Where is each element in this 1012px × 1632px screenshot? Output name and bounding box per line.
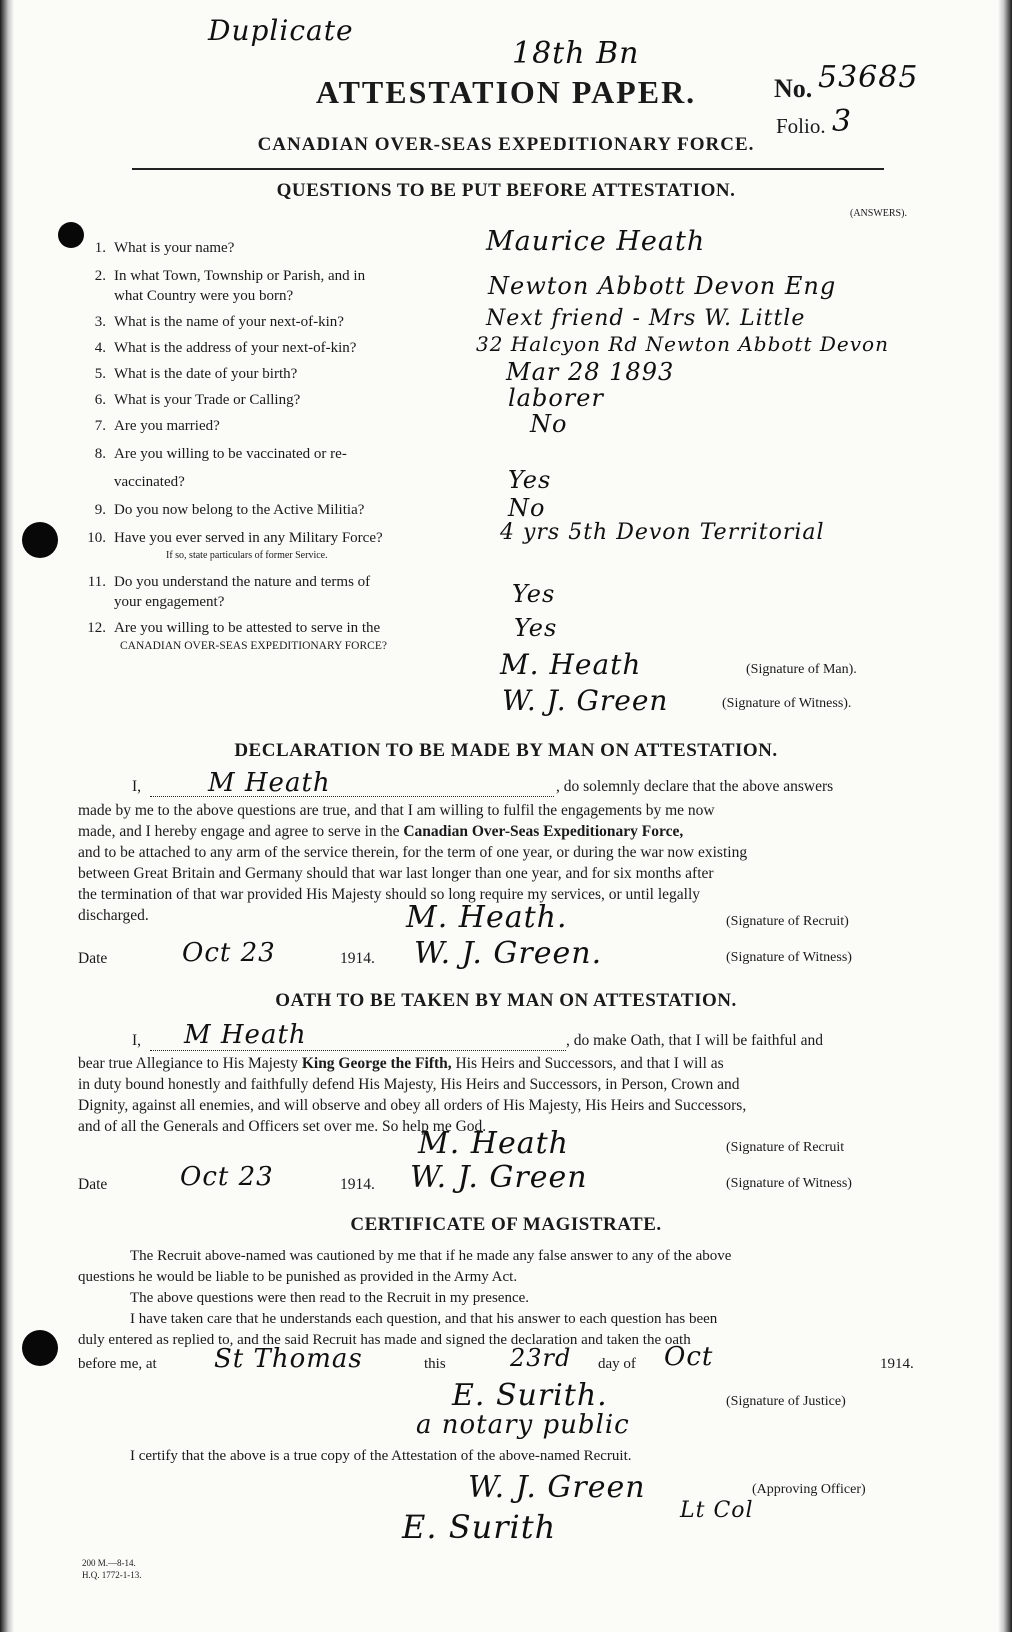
question-6	[78, 392, 468, 409]
question-number: 3.	[94, 314, 106, 330]
signature-man: M. Heath	[500, 648, 642, 681]
question-text: Do you understand the nature and terms of	[114, 574, 371, 590]
certificate-day: 23rd	[510, 1344, 572, 1372]
certificate-before-label: before me, at	[78, 1356, 157, 1372]
answer-5: Mar 28 1893	[506, 358, 675, 386]
question-text: Have you ever served in any Military Force?	[114, 530, 383, 546]
question-8	[78, 446, 468, 463]
answer-6: laborer	[508, 384, 604, 412]
scan-edge-left	[0, 0, 14, 1632]
additional-signature: E. Surith	[402, 1508, 557, 1546]
declaration-line-3: made, and I hereby engage and agree to serve in the Canadian Over-Seas Expeditionary Force,	[78, 823, 684, 840]
question-number: 2.	[94, 268, 106, 284]
approving-officer-label: (Approving Officer)	[752, 1482, 866, 1497]
certificate-p3a: I have taken care that he understands each question, and that his answer to each question has been	[130, 1311, 718, 1327]
oath-date: Oct 23	[180, 1162, 274, 1192]
declaration-date-label: Date	[78, 950, 108, 967]
declaration-signature-recruit: M. Heath.	[406, 900, 568, 935]
oath-line-3: in duty bound honestly and faithfully defend His Majesty, His Heirs and Successors, in Person, Crown and	[78, 1076, 740, 1093]
additional-signature-rank: Lt Col	[680, 1498, 754, 1523]
justice-title: a notary public	[416, 1410, 630, 1440]
certificate-month: Oct	[664, 1342, 714, 1372]
certificate-p3b: duly entered as replied to, and the said Recruit has made and signed the declaration and taken the oath	[78, 1332, 691, 1348]
question-text: What is the address of your next-of-kin?	[114, 340, 357, 356]
approving-officer-signature: W. J. Green	[468, 1470, 646, 1505]
oath-body	[78, 1053, 930, 1137]
question-number: 1.	[94, 240, 106, 256]
declaration-line-7: discharged.	[78, 907, 149, 924]
oath-name: M Heath	[184, 1020, 307, 1050]
regimental-number: 53685	[818, 60, 919, 95]
question-number: 7.	[94, 418, 106, 434]
certificate-body	[78, 1246, 930, 1351]
oath-signature-recruit-label: (Signature of Recruit	[726, 1140, 845, 1155]
declaration-year: 1914.	[340, 950, 375, 967]
scan-edge-right	[998, 0, 1012, 1632]
question-10-note: If so, state particulars of former Service.	[166, 550, 328, 561]
answers-label: (ANSWERS).	[850, 208, 907, 219]
signature-man-label: (Signature of Man).	[746, 662, 857, 677]
declaration-line-2: made by me to the above questions are true, and that I am willing to fulfil the engagements by me now	[78, 802, 715, 819]
question-text: What is the name of your next-of-kin?	[114, 314, 344, 330]
question-number: 12.	[87, 620, 106, 636]
oath-line-2: bear true Allegiance to His Majesty King George the Fifth, His Heirs and Successors, and that I will as	[78, 1055, 724, 1072]
certificate-copy-statement: I certify that the above is a true copy of the Attestation of the above-named Recruit.	[130, 1448, 632, 1464]
question-number: 9.	[94, 502, 106, 518]
print-code-2: H.Q. 1772-1-13.	[82, 1570, 142, 1580]
oath-year: 1914.	[340, 1176, 375, 1193]
punch-hole-bottom	[22, 1330, 58, 1366]
answer-8: Yes	[508, 466, 552, 494]
declaration-name: M Heath	[208, 768, 331, 798]
question-2-cont	[78, 288, 468, 305]
question-5	[78, 366, 468, 383]
question-8-cont	[78, 474, 468, 491]
question-3	[78, 314, 468, 331]
question-number: 6.	[94, 392, 106, 408]
declaration-line-4: and to be attached to any arm of the service therein, for the term of one year, or during the war now existing	[78, 844, 748, 861]
question-11	[78, 574, 468, 591]
folio-label: Folio.	[776, 114, 826, 138]
certificate-p2: The above questions were then read to the Recruit in my presence.	[130, 1290, 530, 1306]
question-4	[78, 340, 468, 357]
header-rule	[132, 168, 884, 170]
oath-date-label: Date	[78, 1176, 108, 1193]
oath-name-line	[150, 1050, 566, 1051]
question-7	[78, 418, 468, 435]
question-text: What is your Trade or Calling?	[114, 392, 301, 408]
declaration-signature-recruit-label: (Signature of Recruit)	[726, 914, 849, 929]
question-12-cont	[78, 640, 468, 652]
document-subtitle: CANADIAN OVER-SEAS EXPEDITIONARY FORCE.	[257, 134, 755, 155]
declaration-signature-witness: W. J. Green.	[414, 936, 603, 971]
question-text: CANADIAN OVER-SEAS EXPEDITIONARY FORCE?	[120, 640, 387, 652]
certificate-place: St Thomas	[214, 1344, 363, 1374]
question-text: vaccinated?	[114, 474, 185, 490]
question-text: Are you willing to be vaccinated or re-	[114, 446, 347, 462]
answer-2: Newton Abbott Devon Eng	[488, 272, 837, 300]
folio-number: 3	[832, 104, 853, 139]
answer-9: No	[508, 494, 546, 522]
question-number: 5.	[94, 366, 106, 382]
certificate-p1a: The Recruit above-named was cautioned by me that if he made any false answer to any of the above	[130, 1248, 732, 1264]
question-text: your engagement?	[114, 594, 225, 610]
oath-signature-witness-label: (Signature of Witness)	[726, 1176, 852, 1191]
answer-1: Maurice Heath	[486, 226, 706, 257]
question-number: 8.	[94, 446, 106, 462]
declaration-line-6: the termination of that war provided His Majesty should so long require my services, or until legally	[78, 886, 701, 903]
battalion-note: 18th Bn	[512, 36, 640, 71]
punch-hole-middle	[22, 522, 58, 558]
oath-signature-recruit: M. Heath	[418, 1126, 569, 1161]
answer-12: Yes	[514, 614, 558, 642]
certificate-p1b: questions he would be liable to be punished as provided in the Army Act.	[78, 1269, 518, 1285]
question-12	[78, 620, 468, 637]
certificate-day-of-label: day of	[598, 1356, 636, 1372]
question-text: what Country were you born?	[114, 288, 294, 304]
question-11-cont	[78, 594, 468, 611]
certificate-year: 1914.	[880, 1356, 914, 1372]
answer-10: 4 yrs 5th Devon Territorial	[500, 520, 825, 545]
oath-line-5: and of all the Generals and Officers set over me. So help me God.	[78, 1118, 487, 1135]
oath-line-1: , do make Oath, that I will be faithful and	[566, 1032, 823, 1049]
question-number: 4.	[94, 340, 106, 356]
question-number: 11.	[87, 574, 106, 590]
question-10	[78, 530, 468, 547]
declaration-name-line	[150, 796, 554, 797]
answer-4: 32 Halcyon Rd Newton Abbott Devon	[476, 332, 889, 356]
questions-heading: QUESTIONS TO BE PUT BEFORE ATTESTATION.	[276, 180, 736, 201]
certificate-this-label: this	[424, 1356, 446, 1372]
oath-line-4: Dignity, against all enemies, and will observe and obey all orders of His Majesty, His Heirs and Successors,	[78, 1097, 747, 1114]
answer-3: Next friend - Mrs W. Little	[486, 306, 806, 331]
question-2	[78, 268, 468, 285]
king-name: King George the Fifth,	[301, 1055, 452, 1072]
declaration-date: Oct 23	[182, 938, 276, 968]
declaration-i: I,	[132, 778, 142, 795]
declaration-heading: DECLARATION TO BE MADE BY MAN ON ATTESTATION.	[234, 740, 778, 761]
declaration-line-5: between Great Britain and Germany should that war last longer than one year, and for six months after	[78, 865, 714, 882]
print-code-1: 200 M.—8-14.	[82, 1558, 136, 1568]
question-text: Are you married?	[114, 418, 220, 434]
question-9	[78, 502, 468, 519]
answer-11: Yes	[512, 580, 556, 608]
answer-7: No	[530, 410, 568, 438]
certificate-heading: CERTIFICATE OF MAGISTRATE.	[350, 1214, 662, 1235]
declaration-line-1: , do solemnly declare that the above answers	[556, 778, 834, 795]
question-text: Do you now belong to the Active Militia?	[114, 502, 365, 518]
signature-witness: W. J. Green	[502, 684, 669, 717]
signature-witness-label: (Signature of Witness).	[722, 696, 852, 711]
declaration-signature-witness-label: (Signature of Witness)	[726, 950, 852, 965]
duplicate-note: Duplicate	[208, 14, 354, 47]
question-1	[78, 240, 468, 257]
question-text: In what Town, Township or Parish, and in	[114, 268, 366, 284]
certificate-signature-justice-label: (Signature of Justice)	[726, 1394, 846, 1409]
oath-signature-witness: W. J. Green	[410, 1160, 588, 1195]
force-name: Canadian Over-Seas Expeditionary Force,	[403, 823, 684, 840]
number-label: No.	[774, 74, 813, 103]
question-number: 10.	[87, 530, 106, 546]
certificate-signature-justice: E. Surith.	[452, 1378, 608, 1413]
question-text: What is your name?	[114, 240, 235, 256]
question-text: What is the date of your birth?	[114, 366, 298, 382]
oath-heading: OATH TO BE TAKEN BY MAN ON ATTESTATION.	[275, 990, 737, 1011]
question-text: Are you willing to be attested to serve in the	[114, 620, 381, 636]
document-title: ATTESTATION PAPER.	[315, 74, 697, 110]
oath-i: I,	[132, 1032, 142, 1049]
